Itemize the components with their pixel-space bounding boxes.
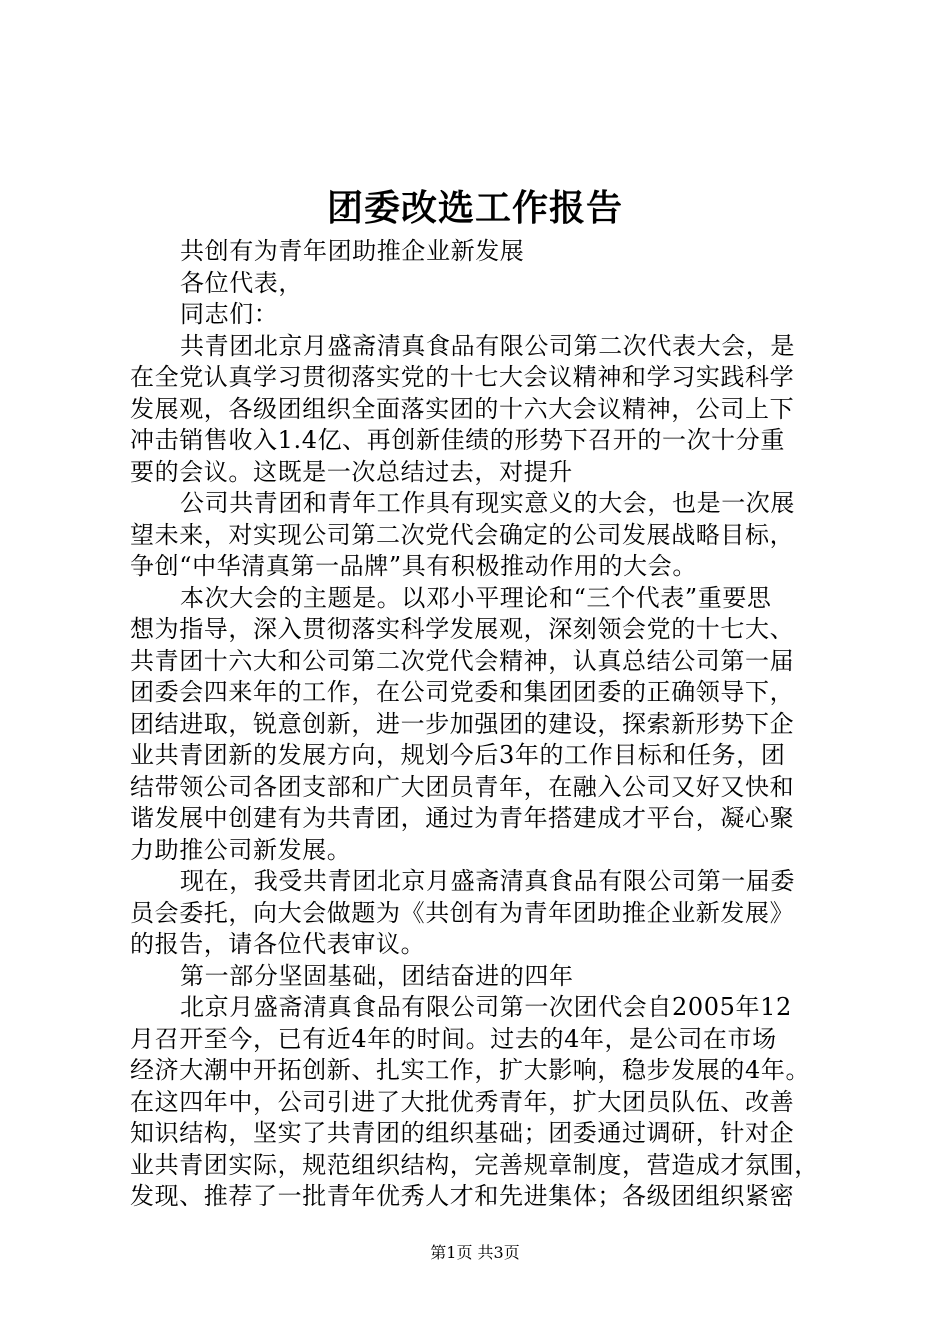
text-line: 团委会四来年的工作，在公司党委和集团团委的正确领导下，: [130, 678, 795, 706]
text-line: 各位代表，: [180, 268, 303, 297]
text-line: 在全党认真学习贯彻落实党的十七大会议精神和学习实践科学: [130, 363, 795, 391]
paragraph: [130, 992, 846, 1213]
text-line: 冲击销售收入1.4亿、再创新佳绩的形势下召开的一次十分重: [130, 426, 785, 454]
text-line: 望未来，对实现公司第二次党代会确定的公司发展战略目标，: [130, 520, 795, 549]
text-line: 经济大潮中开拓创新、扎实工作，扩大影响，稳步发展的4年。: [130, 1056, 811, 1084]
paragraph: [130, 236, 846, 268]
text-line: 在这四年中，公司引进了大批优秀青年，扩大团员队伍、改善: [130, 1087, 795, 1116]
text-line: 业共青团实际，规范组织结构，完善规章制度，营造成才氛围，: [130, 1150, 819, 1179]
text-line: 业共青团新的发展方向，规划今后3年的工作目标和任务，团: [130, 741, 786, 769]
text-line: 的报告，请各位代表审议。: [130, 930, 426, 958]
text-line: 结带领公司各团支部和广大团员青年，在融入公司又好又快和: [130, 772, 795, 801]
paragraph: [130, 488, 846, 583]
paragraph: [130, 268, 846, 300]
text-line: 发现、推荐了一批青年优秀人才和先进集体；各级团组织紧密: [130, 1182, 795, 1210]
text-line: 公司共青团和青年工作具有现实意义的大会，也是一次展: [180, 489, 795, 517]
text-line: 共青团北京月盛斋清真食品有限公司第二次代表大会，是: [180, 331, 795, 360]
text-line: 共青团十六大和公司第二次党代会精神，认真总结公司第一届: [130, 646, 795, 675]
paragraph: [130, 866, 846, 961]
paragraph: [130, 299, 846, 331]
text-line: 本次大会的主题是。以邓小平理论和“三个代表”重要思: [180, 583, 772, 612]
text-line: 争创“中华清真第一品牌”具有积极推动作用的大会。: [130, 552, 697, 580]
text-line: 要的会议。这既是一次总结过去，对提升: [130, 457, 573, 486]
text-line: 同志们：: [180, 300, 279, 328]
text-line: 共创有为青年团助推企业新发展: [180, 237, 525, 265]
page-number-footer: 第1页 共3页: [430, 1243, 520, 1262]
paragraph: [130, 331, 846, 489]
text-line: 第一部分坚固基础，团结奋进的四年: [180, 961, 574, 990]
document-title: 团委改选工作报告: [326, 187, 623, 229]
text-line: 发展观，各级团组织全面落实团的十六大会议精神，公司上下: [130, 394, 795, 423]
text-line: 力助推公司新发展。: [130, 835, 352, 864]
document-body: [130, 236, 846, 1213]
text-line: 北京月盛斋清真食品有限公司第一次团代会自2005年12: [180, 993, 792, 1021]
paragraph: [130, 583, 846, 867]
text-line: 现在，我受共青团北京月盛斋清真食品有限公司第一届委: [180, 867, 795, 895]
text-line: 谐发展中创建有为共青团，通过为青年搭建成才平台，凝心聚: [130, 804, 795, 832]
text-line: 想为指导，深入贯彻落实科学发展观，深刻领会党的十七大、: [130, 615, 795, 643]
text-line: 团结进取，锐意创新，进一步加强团的建设，探索新形势下企: [130, 709, 795, 738]
text-line: 员会委托，向大会做题为《共创有为青年团助推企业新发展》: [130, 898, 795, 927]
text-line: 月召开至今，已有近4年的时间。过去的4年，是公司在市场: [130, 1024, 777, 1053]
text-line: 知识结构，坚实了共青团的组织基础；团委通过调研，针对企: [130, 1119, 795, 1147]
paragraph: [130, 961, 846, 993]
